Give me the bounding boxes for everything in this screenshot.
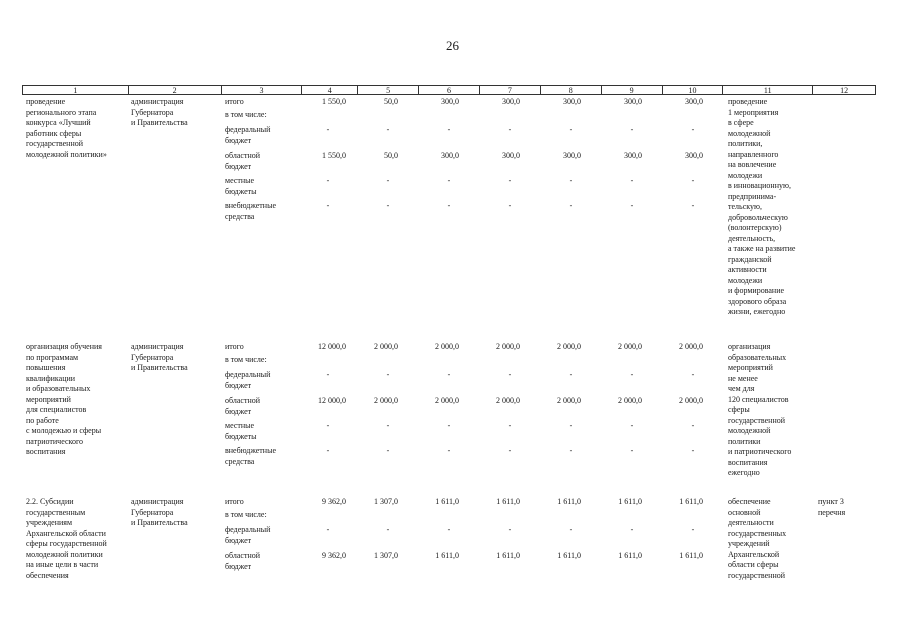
- page-number: 26: [446, 38, 459, 53]
- row2-itogo-c10: 2 000,0: [679, 342, 703, 351]
- row2-src-oblast: областной бюджет: [225, 396, 261, 416]
- row3-reference: пункт 3 перечня: [818, 497, 846, 517]
- row1-obl-c9: 300,0: [624, 151, 642, 160]
- row1-mest-c4: -: [326, 176, 330, 185]
- row3-src-itogo: итого: [225, 497, 244, 506]
- row1-src-tom: в том числе:: [225, 110, 267, 119]
- row1-itogo-c9: 300,0: [624, 97, 642, 106]
- row2-obl-c6: 2 000,0: [435, 396, 459, 405]
- row2-src-mestnye: местные бюджеты: [225, 421, 257, 441]
- row3-src-tom: в том числе:: [225, 510, 267, 519]
- row2-mest-c4: -: [326, 421, 330, 430]
- row1-fed-c8: -: [569, 125, 573, 134]
- row1-mest-c5: -: [386, 176, 390, 185]
- row1-src-vnebudzh: внебюджетные средства: [225, 201, 276, 221]
- row3-fed-c7: -: [508, 525, 512, 534]
- row1-vne-c10: -: [691, 201, 695, 210]
- row2-mest-c7: -: [508, 421, 512, 430]
- row2-obl-c8: 2 000,0: [557, 396, 581, 405]
- row3-result: обеспечение основной деятельности государственных учреждений Архангельской области сферы государственной: [728, 497, 787, 580]
- row3-itogo-c5: 1 307,0: [374, 497, 398, 506]
- row1-mest-c9: -: [630, 176, 634, 185]
- row3-obl-c10: 1 611,0: [679, 551, 703, 560]
- header-col-10: 10: [663, 86, 724, 94]
- row2-itogo-c9: 2 000,0: [618, 342, 642, 351]
- row3-fed-c8: -: [569, 525, 573, 534]
- row1-executor: администрация Губернатора и Правительства: [131, 97, 188, 127]
- row3-itogo-c7: 1 611,0: [496, 497, 520, 506]
- row2-vne-c10: -: [691, 446, 695, 455]
- row2-vne-c7: -: [508, 446, 512, 455]
- row2-fed-c6: -: [447, 370, 451, 379]
- header-col-3: 3: [222, 86, 303, 94]
- row1-vne-c8: -: [569, 201, 573, 210]
- row2-mest-c10: -: [691, 421, 695, 430]
- header-col-6: 6: [419, 86, 480, 94]
- row3-itogo-c9: 1 611,0: [618, 497, 642, 506]
- row1-mest-c6: -: [447, 176, 451, 185]
- row2-fed-c7: -: [508, 370, 512, 379]
- row1-fed-c6: -: [447, 125, 451, 134]
- row3-itogo-c8: 1 611,0: [557, 497, 581, 506]
- row2-fed-c5: -: [386, 370, 390, 379]
- row2-src-federal: федеральный бюджет: [225, 370, 271, 390]
- row1-vne-c9: -: [630, 201, 634, 210]
- row1-vne-c7: -: [508, 201, 512, 210]
- row1-fed-c7: -: [508, 125, 512, 134]
- row3-fed-c6: -: [447, 525, 451, 534]
- row1-itogo-c4: 1 550,0: [322, 97, 346, 106]
- row3-obl-c6: 1 611,0: [435, 551, 459, 560]
- row1-obl-c10: 300,0: [685, 151, 703, 160]
- row2-vne-c6: -: [447, 446, 451, 455]
- row3-src-federal: федеральный бюджет: [225, 525, 271, 545]
- row2-obl-c5: 2 000,0: [374, 396, 398, 405]
- row1-mest-c8: -: [569, 176, 573, 185]
- row1-obl-c4: 1 550,0: [322, 151, 346, 160]
- row2-vne-c8: -: [569, 446, 573, 455]
- row2-executor: администрация Губернатора и Правительства: [131, 342, 188, 372]
- row2-mest-c5: -: [386, 421, 390, 430]
- row1-obl-c7: 300,0: [502, 151, 520, 160]
- row2-itogo-c4: 12 000,0: [318, 342, 346, 351]
- row1-itogo-c5: 50,0: [384, 97, 398, 106]
- row2-obl-c9: 2 000,0: [618, 396, 642, 405]
- row2-src-tom: в том числе:: [225, 355, 267, 364]
- row3-obl-c7: 1 611,0: [496, 551, 520, 560]
- row3-fed-c9: -: [630, 525, 634, 534]
- row1-obl-c8: 300,0: [563, 151, 581, 160]
- row3-src-oblast: областной бюджет: [225, 551, 261, 571]
- row3-fed-c4: -: [326, 525, 330, 534]
- row3-obl-c8: 1 611,0: [557, 551, 581, 560]
- row2-itogo-c7: 2 000,0: [496, 342, 520, 351]
- row1-vne-c4: -: [326, 201, 330, 210]
- row1-src-oblast: областной бюджет: [225, 151, 261, 171]
- row3-itogo-c6: 1 611,0: [435, 497, 459, 506]
- row2-obl-c7: 2 000,0: [496, 396, 520, 405]
- row1-itogo-c7: 300,0: [502, 97, 520, 106]
- row2-src-vnebudzh: внебюджетные средства: [225, 446, 276, 466]
- row1-fed-c4: -: [326, 125, 330, 134]
- row3-activity: 2.2. Субсидии государственным учреждениям Архангельской области сферы государственной молодежной политики на иные цели в части обеспечения: [26, 497, 107, 580]
- row2-fed-c4: -: [326, 370, 330, 379]
- row2-mest-c8: -: [569, 421, 573, 430]
- row1-fed-c10: -: [691, 125, 695, 134]
- row3-fed-c10: -: [691, 525, 695, 534]
- row3-obl-c4: 9 362,0: [322, 551, 346, 560]
- header-col-8: 8: [541, 86, 602, 94]
- row2-src-itogo: итого: [225, 342, 244, 351]
- row3-executor: администрация Губернатора и Правительства: [131, 497, 188, 527]
- row1-vne-c5: -: [386, 201, 390, 210]
- row3-itogo-c10: 1 611,0: [679, 497, 703, 506]
- row1-itogo-c8: 300,0: [563, 97, 581, 106]
- row1-vne-c6: -: [447, 201, 451, 210]
- header-col-4: 4: [302, 86, 358, 94]
- row2-result: организация образовательных мероприятий не менее чем для 120 специалистов сферы государственной молодежной политики и патриотического воспитания ежегодно: [728, 342, 792, 477]
- row2-itogo-c8: 2 000,0: [557, 342, 581, 351]
- row2-fed-c9: -: [630, 370, 634, 379]
- header-col-12: 12: [840, 86, 849, 95]
- row2-vne-c5: -: [386, 446, 390, 455]
- row2-activity: организация обучения по программам повышения квалификации и образовательных мероприятий для специалистов по работе с молодежью и сферы патриотического воспитания: [26, 342, 102, 456]
- header-col-1: 1: [23, 86, 129, 94]
- row3-fed-c5: -: [386, 525, 390, 534]
- row2-vne-c4: -: [326, 446, 330, 455]
- row2-obl-c4: 12 000,0: [318, 396, 346, 405]
- header-col-9: 9: [602, 86, 663, 94]
- header-col-5: 5: [358, 86, 419, 94]
- row1-mest-c10: -: [691, 176, 695, 185]
- row3-itogo-c4: 9 362,0: [322, 497, 346, 506]
- row3-obl-c9: 1 611,0: [618, 551, 642, 560]
- row2-vne-c9: -: [630, 446, 634, 455]
- row2-mest-c9: -: [630, 421, 634, 430]
- row1-itogo-c6: 300,0: [441, 97, 459, 106]
- row1-itogo-c10: 300,0: [685, 97, 703, 106]
- header-col-11: 11: [723, 86, 813, 94]
- row3-obl-c5: 1 307,0: [374, 551, 398, 560]
- row1-src-mestnye: местные бюджеты: [225, 176, 257, 196]
- row2-fed-c8: -: [569, 370, 573, 379]
- row2-fed-c10: -: [691, 370, 695, 379]
- row1-src-federal: федеральный бюджет: [225, 125, 271, 145]
- header-col-2: 2: [129, 86, 222, 94]
- table-header-row: [22, 85, 876, 95]
- row1-mest-c7: -: [508, 176, 512, 185]
- row1-obl-c5: 50,0: [384, 151, 398, 160]
- row1-src-itogo: итого: [225, 97, 244, 106]
- row1-activity: проведение регионального этапа конкурса «Лучший работник сферы государственной молодежной политики»: [26, 97, 107, 159]
- row2-mest-c6: -: [447, 421, 451, 430]
- row2-itogo-c6: 2 000,0: [435, 342, 459, 351]
- row1-result: проведение 1 мероприятия в сфере молодежной политики, направленного на вовлечение молодежи в инновационную, предпринима- тельскую, добровольческую (волонтерскую) деятельность, а также на развитие гражданской активности молодежи и формирование здорового образа жизни, ежегодно: [728, 97, 796, 316]
- row2-obl-c10: 2 000,0: [679, 396, 703, 405]
- row1-fed-c5: -: [386, 125, 390, 134]
- row2-itogo-c5: 2 000,0: [374, 342, 398, 351]
- row1-obl-c6: 300,0: [441, 151, 459, 160]
- row1-fed-c9: -: [630, 125, 634, 134]
- header-col-7: 7: [480, 86, 541, 94]
